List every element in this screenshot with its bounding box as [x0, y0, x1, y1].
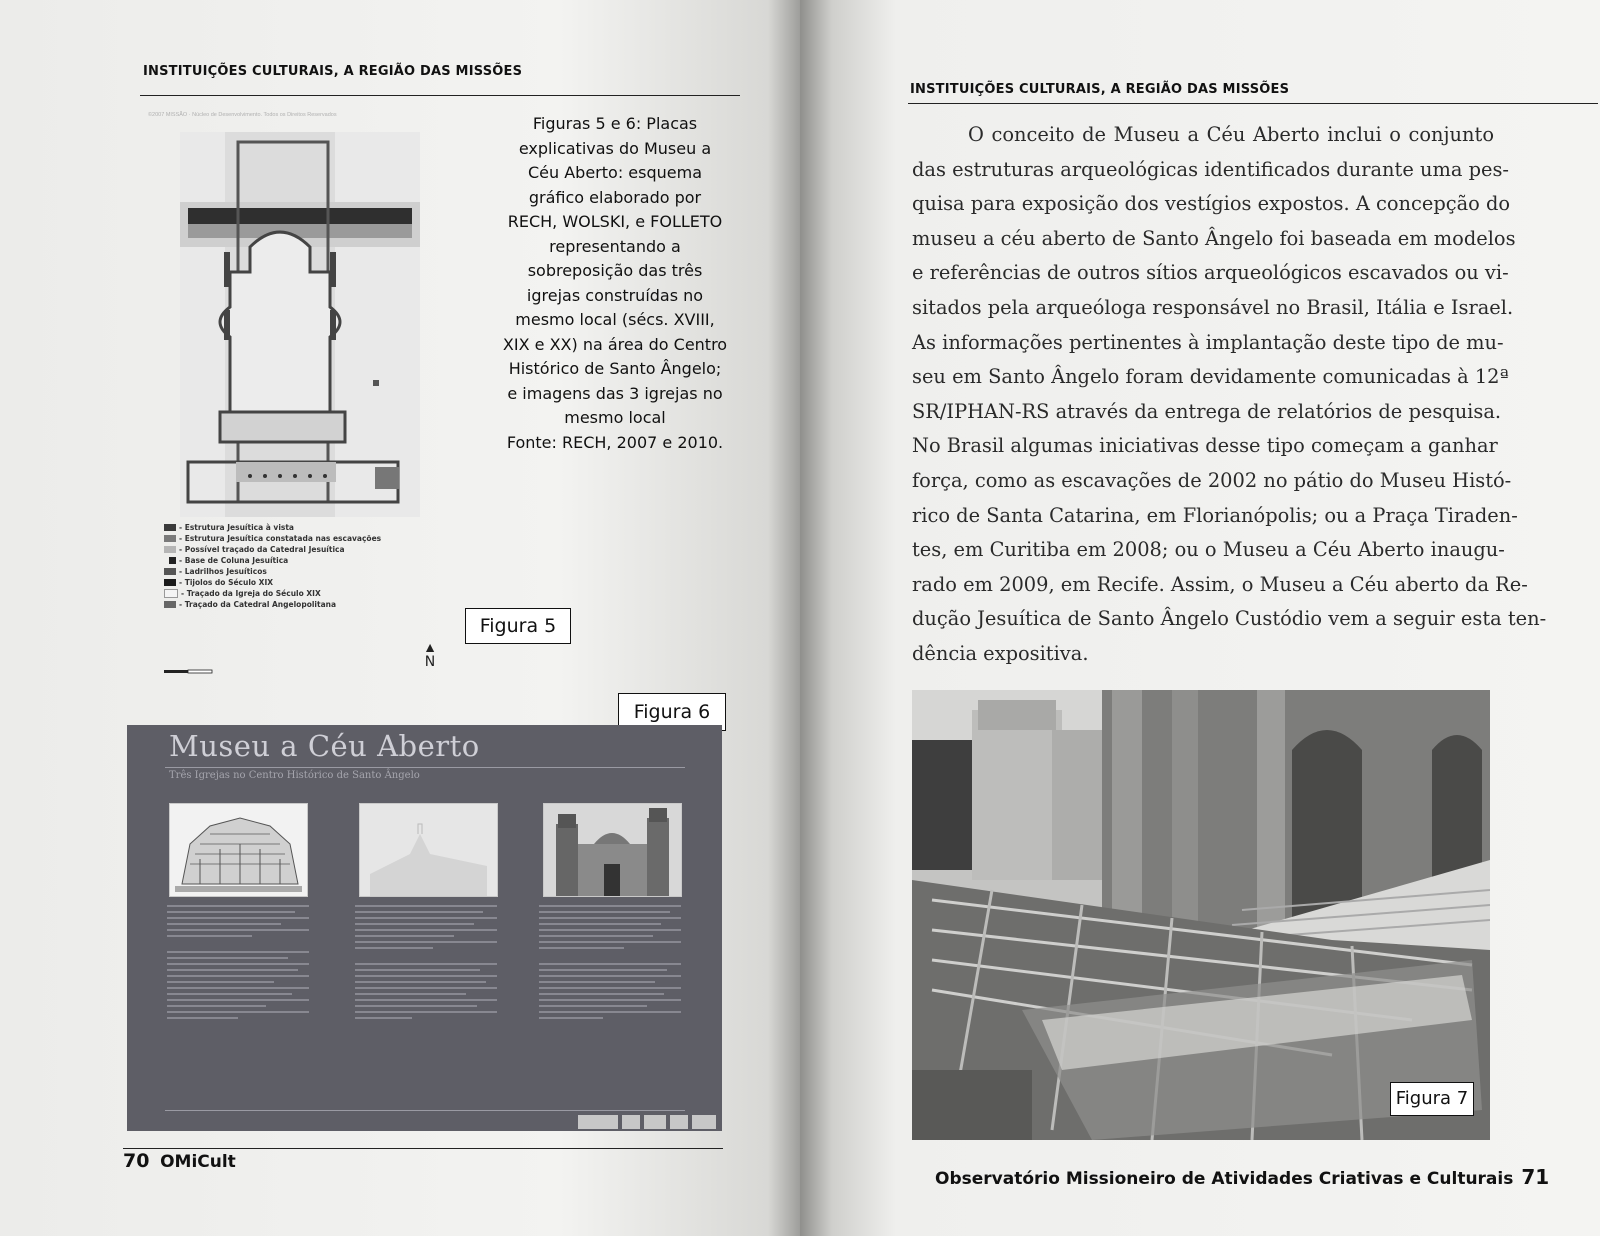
- footer-left: [123, 1150, 236, 1172]
- legend-swatch: [164, 546, 176, 553]
- legend-swatch: [164, 524, 176, 531]
- caption-line: Fonte: RECH, 2007 e 2010.: [506, 432, 724, 452]
- paragraph-line: rico de Santa Catarina, em Florianópolis; ou a Praça Tiraden-: [912, 503, 1518, 527]
- paragraph-line: tes, em Curitiba em 2008; ou o Museu a Céu Aberto inaugu-: [912, 538, 1505, 562]
- sponsor-logo: [644, 1115, 666, 1129]
- panel-text-column-2: [355, 905, 497, 1105]
- legend-label: - Estrutura Jesuítica constatada nas escavações: [179, 534, 382, 543]
- legend-swatch: [169, 557, 176, 564]
- legend-item: [164, 522, 381, 533]
- legend-swatch: [164, 601, 176, 608]
- cathedral-photo-image: [544, 804, 681, 896]
- figure-7-photo: [912, 690, 1490, 1140]
- legend-swatch: [164, 535, 176, 542]
- legend-item: [164, 577, 381, 588]
- paragraph-line: rado em 2009, em Recife. Assim, o Museu a Céu aberto da Re-: [912, 572, 1528, 596]
- caption-line: Histórico de Santo Ângelo;: [508, 359, 722, 378]
- legend-item: [164, 566, 381, 577]
- sponsor-logo: [578, 1115, 618, 1129]
- paragraph-line: museu a céu aberto de Santo Ângelo foi baseada em modelos: [912, 226, 1516, 250]
- caption-line: Céu Aberto: esquema: [527, 163, 702, 182]
- sponsor-logo: [692, 1115, 716, 1129]
- panel-rule: [165, 767, 685, 768]
- ruins-sketch-image: [170, 804, 307, 896]
- figura-6-label: Figura 6: [618, 693, 726, 731]
- paragraph-line: sitados pela arqueóloga responsável no Brasil, Itália e Israel.: [912, 295, 1514, 319]
- paragraph-line: O conceito de Museu a Céu Aberto inclui o conjunto: [968, 123, 1494, 146]
- paragraph-line: As informações pertinentes à implantação deste tipo de mu-: [912, 330, 1504, 354]
- sponsor-logo: [622, 1115, 640, 1129]
- footer-title: Observatório Missioneiro de Atividades Criativas e Culturais: [935, 1169, 1514, 1189]
- faded-church-image: [360, 804, 497, 896]
- church-thumbnail-3: [543, 803, 682, 897]
- legend-label: - Traçado da Igreja do Século XIX: [181, 589, 321, 598]
- north-label: N: [424, 654, 436, 670]
- caption-line: RECH, WOLSKI, e FOLLETO: [507, 212, 723, 231]
- church-thumbnail-1: [169, 803, 308, 897]
- north-arrow-icon: ▲: [423, 639, 437, 655]
- caption-line: explicativas do Museu a: [518, 138, 712, 158]
- caption-line: e imagens das 3 igrejas no: [507, 383, 723, 403]
- scale-bar: [164, 667, 214, 677]
- caption-line: XIX e XX) na área do Centro: [502, 334, 728, 354]
- legend-swatch: [164, 579, 176, 586]
- panel-title: Museu a Céu Aberto: [169, 729, 480, 763]
- legend-label: - Base de Coluna Jesuítica: [179, 556, 289, 565]
- north-arrow: [420, 640, 440, 670]
- paragraph-line: quisa para exposição dos vestígios expostos. A concepção do: [912, 192, 1511, 216]
- legend-label: - Possível traçado da Catedral Jesuítica: [179, 545, 345, 554]
- paragraph-line: dução Jesuítica de Santo Ângelo Custódio vem a seguir esta ten-: [912, 607, 1547, 631]
- running-head-right: INSTITUIÇÕES CULTURAIS, A REGIÃO DAS MISSÕES: [910, 82, 1290, 97]
- figure-5-credit: ©2007 MISSÃO · Núcleo de Desenvolvimento. Todos os Direitos Reservados: [148, 112, 337, 118]
- open-air-museum-photo: [912, 690, 1490, 1140]
- paragraph-line: No Brasil algumas iniciativas desse tipo começam a ganhar: [912, 434, 1498, 458]
- paragraph-line: SR/IPHAN-RS através da entrega de relatórios de pesquisa.: [912, 399, 1502, 423]
- legend-swatch: [164, 589, 178, 598]
- paragraph-line: dência expositiva.: [912, 641, 1089, 665]
- header-rule-left: [140, 95, 740, 96]
- legend-item: [164, 533, 381, 544]
- footer-right: [935, 1165, 1549, 1189]
- legend-item: [164, 588, 381, 599]
- figure-6-panel: [127, 725, 722, 1131]
- page-number: 71: [1521, 1165, 1550, 1189]
- legend-item: [164, 599, 381, 610]
- sponsor-logo: [670, 1115, 688, 1129]
- paragraph-line: seu em Santo Ângelo foram devidamente comunicadas à 12ª: [912, 365, 1509, 389]
- running-head-left: INSTITUIÇÕES CULTURAIS, A REGIÃO DAS MISSÕES: [143, 64, 523, 79]
- paragraph-line: das estruturas arqueológicas identificados durante uma pes-: [912, 157, 1509, 181]
- panel-subtitle: Três Igrejas no Centro Histórico de Santo Ângelo: [169, 770, 420, 781]
- caption-line: gráfico elaborado por: [528, 187, 702, 207]
- legend-label: - Estrutura Jesuítica à vista: [179, 523, 294, 532]
- caption-line: sobreposição das três: [527, 261, 703, 280]
- paragraph-line: força, como as escavações de 2002 no pátio do Museu Histó-: [912, 468, 1512, 492]
- sponsor-logos: [578, 1115, 716, 1129]
- figura-7-label: Figura 7: [1390, 1082, 1474, 1116]
- footer-rule-left: [123, 1148, 723, 1149]
- figura-5-label: Figura 5: [465, 608, 571, 644]
- caption-line: Figuras 5 e 6: Placas: [532, 114, 698, 133]
- figure-5-plan: [140, 112, 470, 682]
- caption-line: igrejas construídas no: [526, 285, 704, 305]
- body-paragraph: [912, 118, 1547, 672]
- paragraph-line: e referências de outros sítios arqueológicos escavados ou vi-: [912, 261, 1509, 285]
- legend-item: [164, 544, 381, 555]
- caption-line: mesmo local: [564, 408, 666, 427]
- legend-swatch: [164, 568, 176, 575]
- church-plan-diagram: [180, 132, 420, 517]
- footer-title: OMiCult: [160, 1152, 236, 1172]
- panel-text-column-1: [167, 905, 309, 1105]
- church-thumbnail-2: [359, 803, 498, 897]
- header-rule-right: [908, 103, 1598, 104]
- caption-line: mesmo local (sécs. XVIII,: [515, 310, 715, 329]
- legend-label: - Tijolos do Século XIX: [179, 578, 274, 587]
- plan-legend: [164, 522, 381, 610]
- legend-item: [164, 555, 381, 566]
- legend-label: - Ladrilhos Jesuíticos: [179, 567, 267, 576]
- page-number: 70: [123, 1150, 150, 1172]
- panel-text-column-3: [539, 905, 681, 1105]
- panel-bottom-rule: [165, 1110, 685, 1111]
- legend-label: - Traçado da Catedral Angelopolitana: [179, 600, 337, 609]
- figure-caption: [490, 112, 740, 455]
- caption-line: representando a: [549, 236, 681, 256]
